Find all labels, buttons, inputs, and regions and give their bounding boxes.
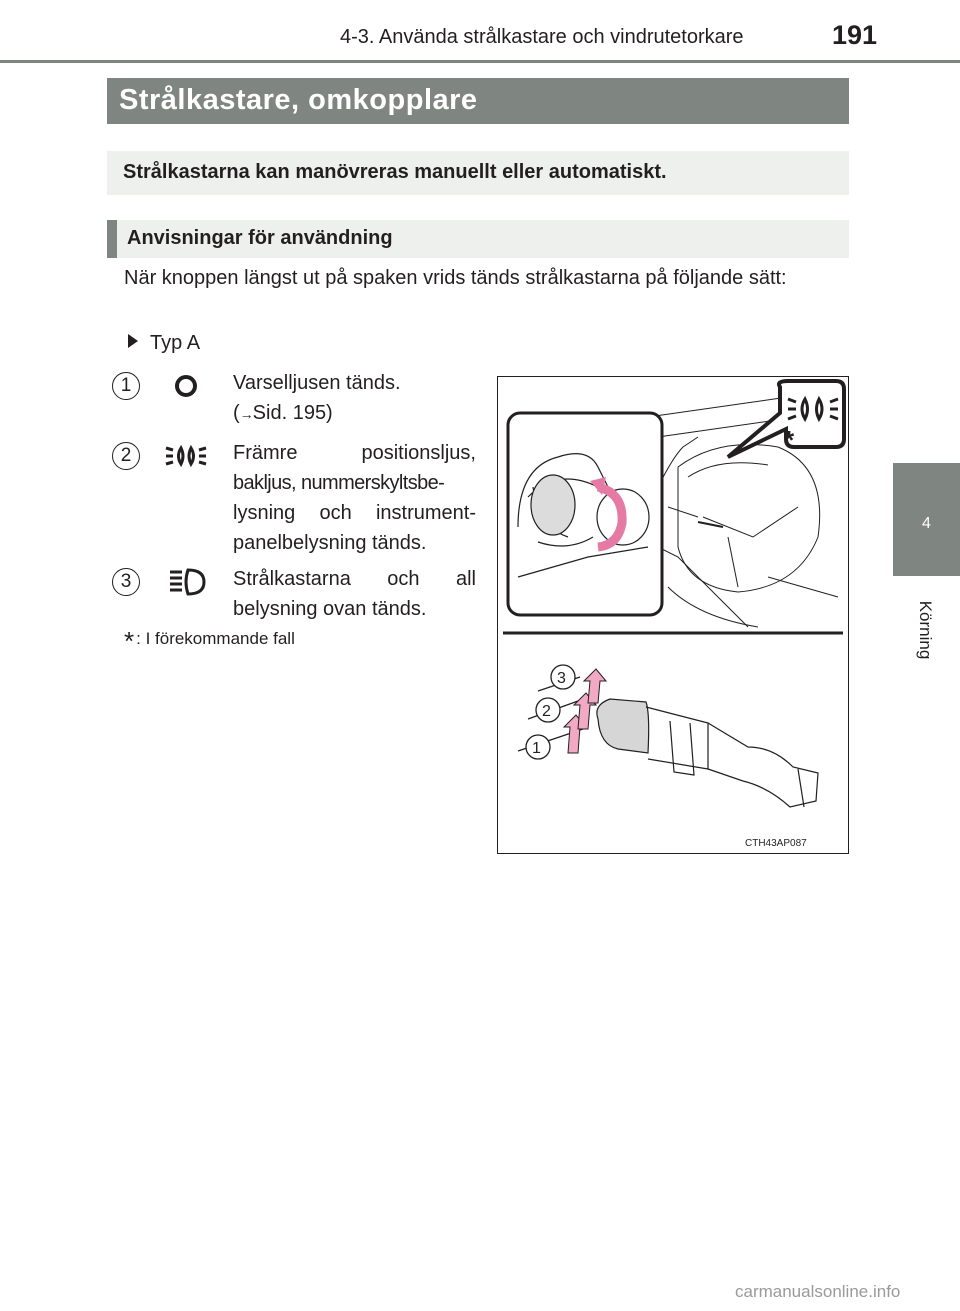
item-text: Strålkastarna och all belysning ovan tänds. — [233, 568, 476, 620]
intro-box: Strålkastarna kan manövreras manuellt eller automatiskt. — [107, 151, 849, 195]
page-reference: (→Sid. 195) — [233, 402, 333, 424]
type-label — [128, 332, 200, 355]
item-number: 1 — [112, 372, 140, 400]
item-number: 3 — [112, 568, 140, 596]
figure-star: * — [784, 425, 795, 455]
bullet-arrow-icon — [128, 334, 138, 348]
running-head: 4-3. Använda strålkastare och vindrutetorkare — [340, 26, 744, 48]
footnote-mark: * — [124, 626, 135, 656]
page-number: 191 — [832, 20, 878, 50]
type-label-text: Typ A — [150, 332, 201, 354]
section-title: Strålkastare, omkopplare — [107, 78, 849, 124]
figure — [497, 376, 849, 854]
header-rule — [0, 60, 960, 63]
svg-text:2: 2 — [542, 703, 551, 720]
watermark: carmanualsonline.info — [735, 1282, 901, 1301]
drl-icon — [164, 370, 208, 402]
item-text: Främre positionsljus, bakljus, nummerskyltsbe- lysning och instrument- panelbelysning tänds. — [233, 442, 476, 554]
footnote-text: : I förekommande fall — [136, 629, 295, 648]
chapter-tab — [893, 463, 960, 576]
subheading: Anvisningar för användning — [107, 220, 849, 258]
body-text: När knoppen längst ut på spaken vrids tänds strålkastarna på följande sätt: — [124, 267, 787, 289]
svg-text:3: 3 — [557, 670, 566, 687]
position-lights-icon — [164, 440, 208, 472]
svg-text:1: 1 — [532, 740, 541, 757]
figure-code: CTH43AP087 — [745, 838, 807, 849]
headlight-icon — [164, 566, 208, 598]
chapter-number: 4 — [922, 515, 931, 532]
item-number: 2 — [112, 442, 140, 470]
chapter-label: Körning — [916, 600, 935, 660]
footnote — [124, 626, 295, 657]
headlight-switch-illustration — [498, 377, 850, 855]
switch-stalk-illustration — [518, 677, 818, 807]
figure-callouts — [526, 665, 575, 759]
item-text — [233, 368, 476, 429]
item-text-line: Varselljusen tänds. — [233, 372, 401, 394]
